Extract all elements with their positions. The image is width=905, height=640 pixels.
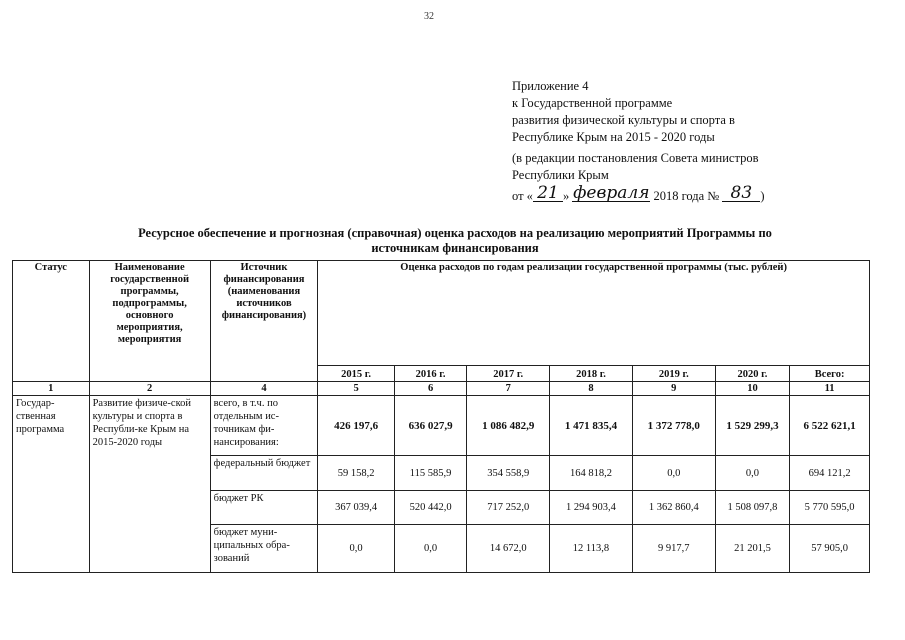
value-cell: 1 086 482,9 [467, 396, 550, 456]
table-row [13, 396, 870, 456]
year-header: 2017 г. [467, 366, 550, 382]
document-title [10, 226, 900, 256]
handwritten-month: февраля [573, 183, 650, 203]
value-cell: 115 585,9 [394, 456, 466, 491]
header-status: Статус [13, 261, 90, 382]
title-line: Ресурсное обеспечение и прогнозная (справочная) оценка расходов на реализацию мероприятий Программы по [138, 226, 772, 240]
header-name: Наименование государственной программы, подпрограммы, основного мероприятия, мероприятия [89, 261, 210, 382]
year-header: 2015 г. [318, 366, 395, 382]
appendix-line: (в редакции постановления Совета министров [512, 151, 759, 165]
value-cell: 1 508 097,8 [715, 491, 790, 525]
value-cell: 5 770 595,0 [790, 491, 870, 525]
value-cell: 717 252,0 [467, 491, 550, 525]
appendix-line: Республике Крым на 2015 - 2020 годы [512, 130, 715, 144]
year-header: 2016 г. [394, 366, 466, 382]
value-cell: 59 158,2 [318, 456, 395, 491]
value-cell: 9 917,7 [632, 525, 715, 573]
title-line: источникам финансирования [371, 241, 539, 255]
value-cell: 6 522 621,1 [790, 396, 870, 456]
value-cell: 1 372 778,0 [632, 396, 715, 456]
funding-table [12, 260, 870, 573]
value-cell: 354 558,9 [467, 456, 550, 491]
appendix-line: к Государственной программе [512, 96, 673, 110]
value-cell: 1 529 299,3 [715, 396, 790, 456]
column-number: 5 [318, 382, 395, 396]
header-source: Источник финансирования (наименования источников финансирования) [210, 261, 318, 382]
column-number: 4 [210, 382, 318, 396]
value-cell: 0,0 [318, 525, 395, 573]
value-cell: 520 442,0 [394, 491, 466, 525]
year-header: Всего: [790, 366, 870, 382]
column-number: 9 [632, 382, 715, 396]
column-number: 6 [394, 382, 466, 396]
handwritten-number: 83 [722, 185, 760, 202]
source-cell: бюджет РК [210, 491, 318, 525]
value-cell: 1 294 903,4 [550, 491, 633, 525]
column-number: 8 [550, 382, 633, 396]
value-cell: 0,0 [632, 456, 715, 491]
year-header: 2018 г. [550, 366, 633, 382]
source-cell: федеральный бюджет [210, 456, 318, 491]
date-prefix: от « [512, 189, 533, 203]
header-estimate: Оценка расходов по годам реализации государственной программы (тыс. рублей) [318, 261, 870, 366]
appendix-line: развития физической культуры и спорта в [512, 113, 735, 127]
value-cell: 164 818,2 [550, 456, 633, 491]
page-number: 32 [424, 11, 434, 22]
appendix-line: Приложение 4 [512, 79, 589, 93]
handwritten-day: 21 [533, 185, 563, 202]
year-header: 2020 г. [715, 366, 790, 382]
appendix-date-line [512, 183, 765, 205]
value-cell: 694 121,2 [790, 456, 870, 491]
source-cell: всего, в т.ч. по отдельным ис-точникам фи-нансирования: [210, 396, 318, 456]
column-number: 10 [715, 382, 790, 396]
date-year: 2018 года № [653, 189, 720, 203]
value-cell: 1 471 835,4 [550, 396, 633, 456]
value-cell: 57 905,0 [790, 525, 870, 573]
program-name-cell: Развитие физиче-ской культуры и спорта в Республи-ке Крым на 2015-2020 годы [89, 396, 210, 573]
value-cell: 21 201,5 [715, 525, 790, 573]
value-cell: 426 197,6 [318, 396, 395, 456]
column-number: 1 [13, 382, 90, 396]
column-number: 7 [467, 382, 550, 396]
value-cell: 1 362 860,4 [632, 491, 715, 525]
value-cell: 0,0 [394, 525, 466, 573]
source-cell: бюджет муни-ципальных обра-зований [210, 525, 318, 573]
value-cell: 12 113,8 [550, 525, 633, 573]
status-cell: Государ-ственная программа [13, 396, 90, 573]
date-close: ) [760, 189, 765, 203]
column-number: 2 [89, 382, 210, 396]
date-mid: » [562, 189, 570, 203]
value-cell: 14 672,0 [467, 525, 550, 573]
value-cell: 367 039,4 [318, 491, 395, 525]
value-cell: 636 027,9 [394, 396, 466, 456]
column-number: 11 [790, 382, 870, 396]
appendix-block [512, 78, 765, 205]
appendix-line: Республики Крым [512, 168, 609, 182]
year-header: 2019 г. [632, 366, 715, 382]
value-cell: 0,0 [715, 456, 790, 491]
